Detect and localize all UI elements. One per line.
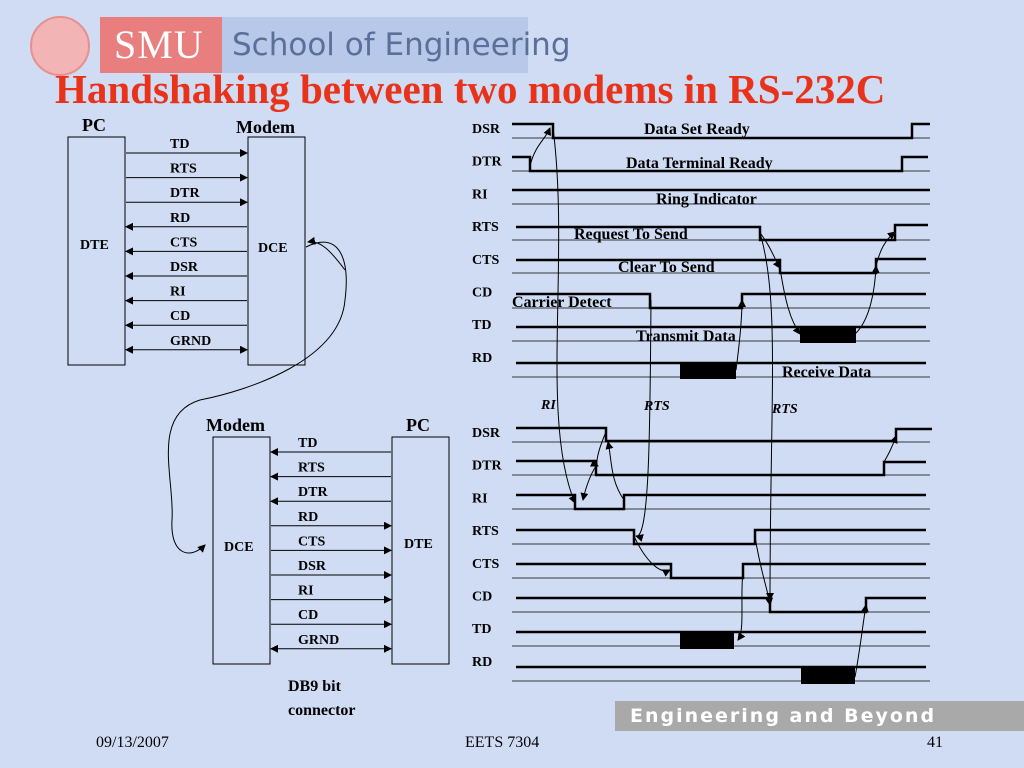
timing-label-ring-indicator: Ring Indicator: [656, 191, 757, 208]
causality-arrow-15: [736, 300, 742, 370]
timing-bottom-label-dsr: DSR: [472, 426, 501, 441]
signal-label-dsr: DSR: [298, 559, 327, 574]
signal-label-rd: RD: [170, 210, 191, 226]
smu-logo-text: SMU: [114, 22, 204, 67]
signal-label-grnd: GRND: [298, 632, 340, 648]
timing-bottom-label-dtr: DTR: [472, 458, 502, 474]
signal-label-cts: CTS: [170, 235, 198, 251]
causality-arrow-2: [530, 128, 550, 166]
bottom-dtr: [516, 461, 926, 475]
top-dce-label: DCE: [258, 241, 288, 256]
footer-brand-text: Engineering and Beyond: [630, 705, 937, 727]
timing-bottom-label-rd: RD: [472, 654, 493, 670]
timing-label-clear-to-send: Clear To Send: [618, 259, 715, 276]
signal-label-rts: RTS: [298, 460, 325, 476]
causality-arrow-10: [760, 233, 773, 600]
causality-arrow-1: [553, 128, 575, 503]
causality-arrow-7: [738, 570, 743, 640]
timing-bottom-label-rts: RTS: [472, 524, 499, 540]
signal-label-td: TD: [298, 436, 318, 451]
signal-label-dsr: DSR: [170, 260, 199, 275]
signal-label-rts: RTS: [170, 161, 197, 177]
timing-top-label-cd: CD: [472, 285, 493, 301]
causality-arrow-6: [634, 536, 670, 571]
slide-title: Handshaking between two modems in RS-232C: [55, 66, 886, 112]
annotation-ri: RI: [541, 398, 556, 413]
top-td-data-block: [800, 326, 856, 343]
timing-causality-arrows: [530, 128, 896, 677]
timing-top-label-rd: RD: [472, 350, 493, 366]
signal-label-ri: RI: [170, 284, 186, 300]
timing-label-carrier-detect: Carrier Detect: [512, 294, 612, 311]
signal-label-cd: CD: [298, 608, 319, 624]
causality-arrow-11: [760, 233, 780, 268]
timing-bottom-label-cd: CD: [472, 589, 493, 605]
bottom-rd-data-block: [801, 667, 855, 684]
db9-caption-line1: DB9 bit: [288, 678, 341, 695]
timing-top-label-cts: CTS: [472, 252, 500, 268]
timing-bottom-label-cts: CTS: [472, 556, 500, 572]
top-rd-data-block: [680, 362, 736, 379]
top-cts: [516, 259, 926, 273]
timing-label-request-to-send: Request To Send: [574, 226, 688, 243]
annotation-rts-1: RTS: [644, 399, 670, 414]
timing-bottom-label-td: TD: [472, 622, 492, 638]
bottom-ri: [516, 495, 926, 509]
timing-bottom-waveforms: [472, 426, 932, 684]
modem-link-arrow: [308, 242, 345, 270]
bottom-rts: [516, 530, 926, 544]
signal-label-dtr: DTR: [170, 186, 200, 202]
bottom-dsr: [516, 428, 932, 441]
top-pc-label: PC: [82, 115, 106, 135]
timing-label-data-terminal-ready: Data Terminal Ready: [626, 155, 773, 172]
timing-top-label-rts: RTS: [472, 220, 499, 236]
footer-date: 09/13/2007: [96, 734, 169, 751]
causality-arrow-13: [855, 266, 876, 334]
causality-arrow-14: [876, 232, 895, 266]
causality-arrow-8: [755, 536, 770, 605]
timing-label-transmit-data: Transmit Data: [636, 328, 736, 345]
signal-label-cd: CD: [170, 309, 191, 325]
causality-arrow-5: [608, 442, 624, 500]
db9-caption-line2: connector: [288, 702, 356, 719]
bottom-cd: [516, 598, 926, 612]
causality-arrow-12: [780, 268, 800, 334]
school-name: School of Engineering: [232, 27, 571, 63]
footer-page: 41: [927, 734, 943, 751]
causality-arrow-3: [597, 432, 606, 466]
timing-bottom-label-ri: RI: [472, 491, 488, 507]
timing-label-data-set-ready: Data Set Ready: [644, 121, 750, 138]
causality-arrow-4: [583, 466, 596, 500]
timing-top-label-td: TD: [472, 318, 492, 334]
bottom-pc-label: PC: [406, 415, 430, 435]
bottom-modem-label: Modem: [206, 415, 265, 435]
timing-top-waveforms: [472, 121, 930, 381]
signal-label-dtr: DTR: [298, 485, 328, 501]
signal-label-td: TD: [170, 137, 190, 152]
bottom-signal-lines: [271, 436, 391, 649]
top-modem-label: Modem: [236, 117, 295, 137]
bottom-cts: [516, 564, 926, 578]
timing-top-label-dsr: DSR: [472, 122, 501, 137]
footer-course: EETS 7304: [465, 734, 540, 751]
signal-label-grnd: GRND: [170, 333, 212, 349]
signal-label-rd: RD: [298, 509, 319, 525]
bottom-dte-label: DTE: [404, 537, 433, 552]
timing-top-label-dtr: DTR: [472, 154, 502, 170]
top-signal-lines: [126, 137, 247, 350]
signal-label-ri: RI: [298, 583, 314, 599]
bottom-dce-label: DCE: [224, 540, 254, 555]
signal-label-cts: CTS: [298, 534, 326, 550]
top-dte-label: DTE: [80, 238, 109, 253]
bottom-td-data-block: [680, 632, 734, 649]
timing-top-label-ri: RI: [472, 187, 488, 203]
timing-label-receive-data: Receive Data: [782, 364, 872, 381]
annotation-rts-2: RTS: [772, 402, 798, 417]
